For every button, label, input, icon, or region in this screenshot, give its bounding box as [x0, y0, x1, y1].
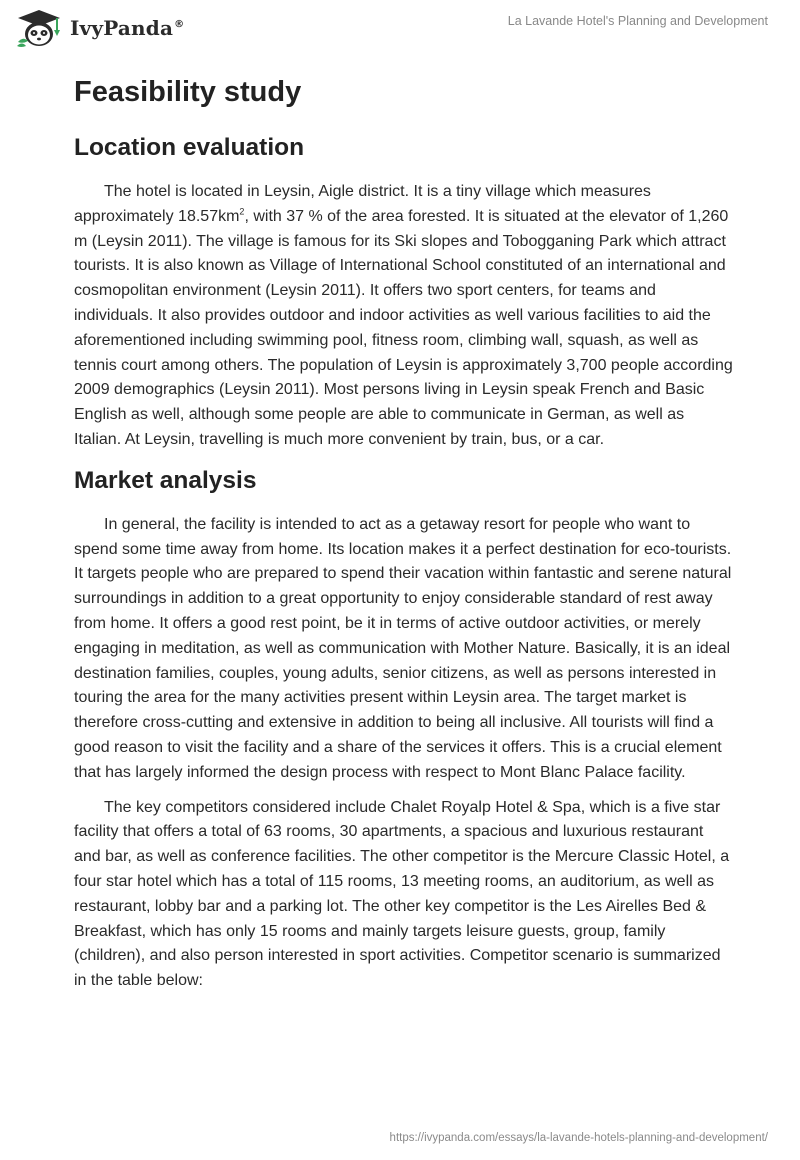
- ivypanda-logo[interactable]: [14, 8, 184, 48]
- superscript: 2: [239, 206, 245, 217]
- paragraph-market-2: The key competitors considered include Chalet Royalp Hotel & Spa, which is a five star facility that offers a total of 63 rooms, 30 apartments, a spacious and luxurious restaurant and bar, as well as conference facilities. The other competitor is the Mercure Classic Hotel, a four star hotel which has a total of 115 rooms, 13 meeting rooms, an auditorium, as well as restaurant, lobby bar and a parking lot. The other key competitor is the Les Airelles Bed & Breakfast, which has only 15 rooms and mainly targets leisure guests, group, family (children), and also person interested in sport activities. Competitor scenario is summarized in the table below:: [74, 798, 730, 990]
- paragraph-location: [74, 180, 734, 453]
- section-heading-market: Market analysis: [74, 466, 257, 494]
- panda-graduate-icon: [14, 8, 64, 48]
- document-body: [74, 70, 734, 994]
- paragraph-text: , with 37 % of the area forested. It is situated at the elevator of 1,260 m (Leysin 2011). The village is famous for its Ski slopes and Tobogganing Park which attract tourists. It is also known as Village of International School constituted of an international and cosmopolitan environment (Leysin 2011). It offers two sport centers, for teams and individuals. It also provides outdoor and indoor activities as well various facilities to aid the aforementioned including swimming pool, fitness room, climbing wall, squash, as well as tennis court among others. The population of Leysin is approximately 3,700 people according 2009 demographics (Leysin 2011). Most persons living in Leysin speak French and Basic English as well, although some people are able to communicate in German, as well as Italian. At Leysin, travelling is much more convenient by train, bus, or a car.: [74, 207, 733, 448]
- source-url[interactable]: https://ivypanda.com/essays/la-lavande-hotels-planning-and-development/: [389, 1132, 768, 1144]
- logo-wordmark: IvyPanda®: [70, 16, 185, 40]
- paragraph-text: The hotel is located in Leysin, Aigle district. It is a tiny village which measures approximately 18.57km: [74, 183, 651, 225]
- running-title: La Lavande Hotel's Planning and Development: [507, 14, 768, 28]
- page-title: Feasibility study: [74, 76, 302, 108]
- paragraph-market-1: In general, the facility is intended to act as a getaway resort for people who want to spend some time away from home. Its location makes it a perfect destination for eco-tourists. It targets people who are prepared to spend their vacation within fantastic and serene natural surroundings in addition to a great opportunity to enjoy considerable standard of rest away from home. It offers a good rest point, be it in terms of active outdoor activities, or merely engaging in meditation, as well as communication with Mother Nature. Basically, it is an ideal destination families, couples, young adults, senior citizens, as well as persons interested in touring the area for the many activities present within Leysin area. The target market is therefore cross-cutting and extensive in addition to being all inclusive. All tourists will find a good reason to visit the facility and a share of the services it offers. This is a crucial element that has largely informed the design process with respect to Mont Blanc Palace facility.: [74, 515, 732, 781]
- page-header: [0, 0, 800, 60]
- registered-mark: ®: [174, 19, 185, 31]
- section-heading-location: Location evaluation: [74, 134, 305, 161]
